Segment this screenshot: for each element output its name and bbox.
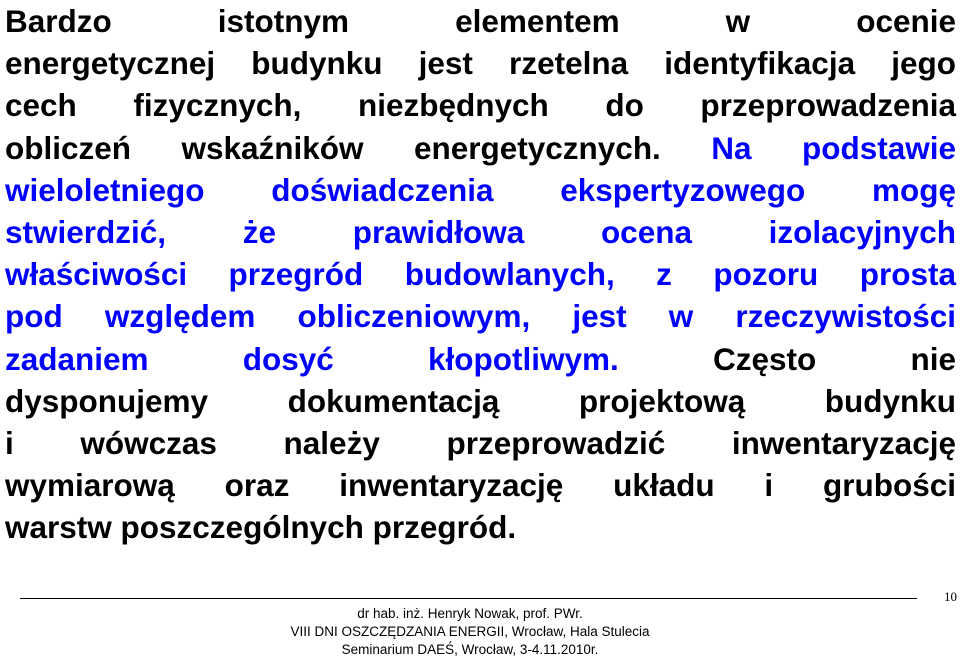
highlighted-text: wieloletniego doświadczenia ekspertyzowego mogę bbox=[5, 171, 956, 208]
footer-author: dr hab. inż. Henryk Nowak, prof. PWr. bbox=[357, 606, 583, 621]
line-text: energetycznej budynku jest rzetelna identyfikacja jego bbox=[5, 45, 956, 82]
paragraph-line bbox=[5, 464, 956, 506]
highlighted-text: pod względem obliczeniowym, jest w rzeczywistości bbox=[5, 298, 956, 335]
paragraph-line bbox=[5, 169, 956, 211]
line-text: cech fizycznych, niezbędnych do przeprowadzenia bbox=[5, 87, 956, 124]
footer-seminar: Seminarium DAEŚ, Wrocław, 3-4.11.2010r. bbox=[341, 642, 599, 657]
line-text: warstw poszczególnych przegród. bbox=[5, 509, 517, 546]
highlighted-text: właściwości przegród budowlanych, z pozoru prosta bbox=[5, 256, 956, 293]
line-text: Bardzo istotnym elementem w ocenie bbox=[5, 3, 956, 39]
paragraph-line bbox=[5, 338, 956, 380]
line-text: Często nie bbox=[618, 340, 956, 377]
highlighted-text: zadaniem dosyć kłopotliwym. bbox=[5, 340, 619, 377]
paragraph-line bbox=[5, 253, 956, 295]
paragraph-line bbox=[5, 211, 956, 253]
paragraph-line bbox=[5, 127, 956, 169]
highlighted-text: Na podstawie bbox=[711, 129, 956, 166]
paragraph-line bbox=[5, 295, 956, 337]
line-text: dysponujemy dokumentacją projektową budynku bbox=[5, 382, 956, 419]
paragraph-line bbox=[5, 84, 956, 126]
footer-event: VIII DNI OSZCZĘDZANIA ENERGII, Wrocław, Hala Stulecia bbox=[290, 624, 650, 639]
paragraph-line bbox=[5, 42, 956, 84]
page-number: 10 bbox=[944, 589, 957, 604]
footer bbox=[150, 605, 790, 659]
line-text: i wówczas należy przeprowadzić inwentaryzację bbox=[5, 424, 956, 461]
highlighted-text: stwierdzić, że prawidłowa ocena izolacyjnych bbox=[5, 213, 956, 250]
slide-paragraph bbox=[5, 0, 956, 548]
paragraph-line bbox=[5, 380, 956, 422]
paragraph-line bbox=[5, 422, 956, 464]
line-text: wymiarową oraz inwentaryzację układu i grubości bbox=[5, 467, 956, 504]
paragraph-line bbox=[5, 0, 956, 42]
line-text: obliczeń wskaźników energetycznych. bbox=[5, 129, 712, 166]
paragraph-line bbox=[5, 506, 956, 548]
footer-divider bbox=[20, 598, 917, 599]
